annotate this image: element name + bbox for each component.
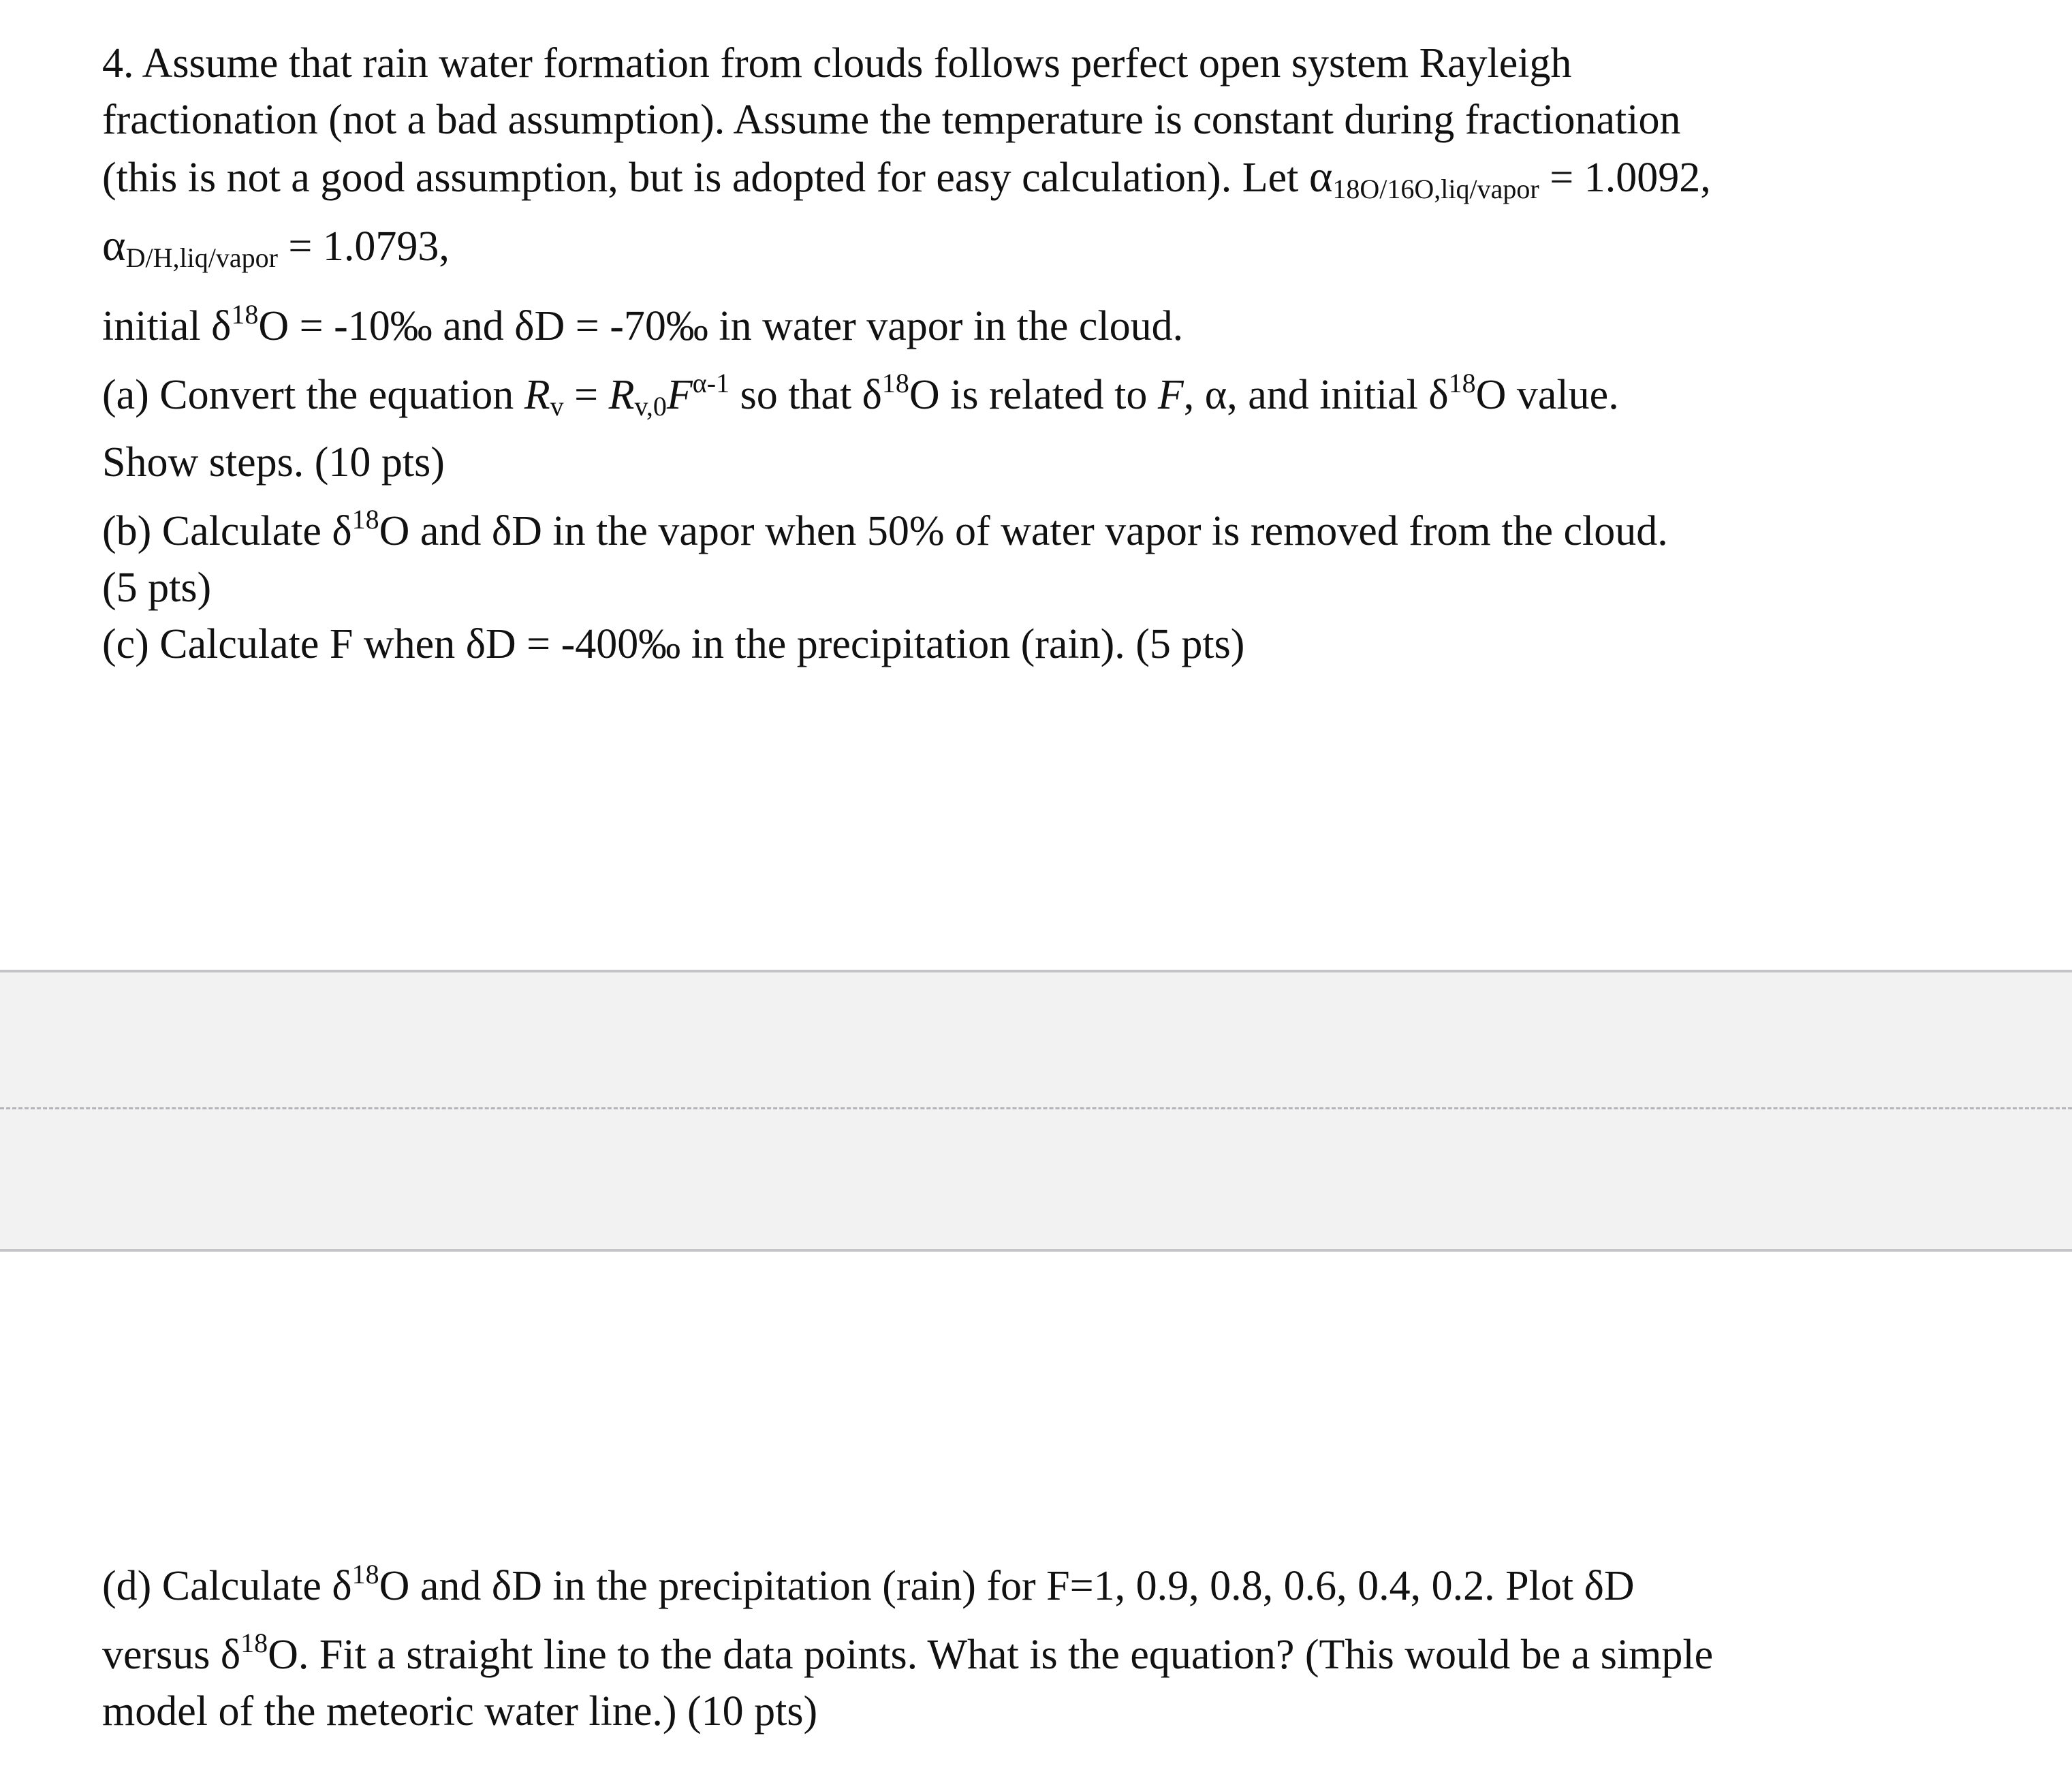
superscript-18: 18 [240,1628,268,1658]
part-a-text-3: O is related to [909,372,1158,418]
rv0-symbol: R [608,372,635,418]
question-line-2: fractionation (not a bad assumption). Assume the temperature is constant during fractionation [102,97,1681,143]
part-a-text-2: so that δ [729,372,882,418]
part-d-block [102,1546,2050,1740]
rv-subscript: v [550,391,564,422]
part-d-text-4: O. Fit a straight line to the data points. What is the equation? (This would be a simple [268,1632,1714,1678]
alpha-deuterium-value: = 1.0793, [277,223,450,270]
answer-input-area[interactable] [0,970,2072,1252]
dashed-divider [0,1107,2072,1109]
alpha-symbol: α [1308,152,1333,202]
part-b-text: (b) Calculate δ [102,508,352,554]
part-a-line-1 [102,355,2050,434]
question-line-4 [102,217,2050,286]
part-d-line-3: model of the meteoric water line.) (10 pts) [102,1688,818,1735]
superscript-18: 18 [351,1559,379,1589]
rv0-subscript: v,0 [634,391,667,422]
superscript-18: 18 [881,368,909,398]
f-exponent: α-1 [692,368,730,398]
question-line-3 [102,148,2050,217]
part-d-line-1 [102,1546,2050,1615]
f-symbol: F [1157,372,1184,418]
question-block [102,35,2050,673]
superscript-18: 18 [1448,368,1476,398]
part-d-text-3: versus δ [102,1632,241,1678]
part-d-text-2: O and δD in the precipitation (rain) for F=1, 0.9, 0.8, 0.6, 0.4, 0.2. Plot δD [379,1563,1635,1609]
equals-sign: = [563,372,609,418]
part-b-text-2: O and δD in the vapor when 50% of water vapor is removed from the cloud. [379,508,1668,554]
line3-text: (this is not a good assumption, but is adopted for easy calculation). Let [102,155,1309,201]
part-b-line-2: (5 pts) [102,565,212,611]
alpha-oxygen-value: = 1.0092, [1539,155,1711,201]
alpha-symbol: α [102,221,126,270]
part-a-text: (a) Convert the equation [102,372,524,418]
part-c-line: (c) Calculate F when δD = -400‰ in the precipitation (rain). (5 pts) [102,621,1245,667]
initial-values-text-2: O = -10‰ and δD = -70‰ in water vapor in the cloud. [258,303,1184,349]
part-d-line-2 [102,1615,2050,1683]
initial-values-text: initial δ [102,303,232,349]
part-a-text-5: O value. [1475,372,1619,418]
superscript-18: 18 [231,299,259,330]
question-line-5 [102,286,2050,355]
alpha-oxygen-subscript: 18O/16O,liq/vapor [1332,174,1539,204]
part-d-text: (d) Calculate δ [102,1563,352,1609]
alpha-deuterium-subscript: D/H,liq/vapor [125,242,278,273]
part-a-line-2: Show steps. (10 pts) [102,439,445,486]
f-symbol: F [666,372,693,418]
superscript-18: 18 [351,504,379,535]
part-b-line-1 [102,491,2050,560]
rv-symbol: R [524,372,550,418]
part-a-text-4: , α, and initial δ [1183,372,1449,418]
question-line-1: 4. Assume that rain water formation from clouds follows perfect open system Rayleigh [102,40,1572,86]
